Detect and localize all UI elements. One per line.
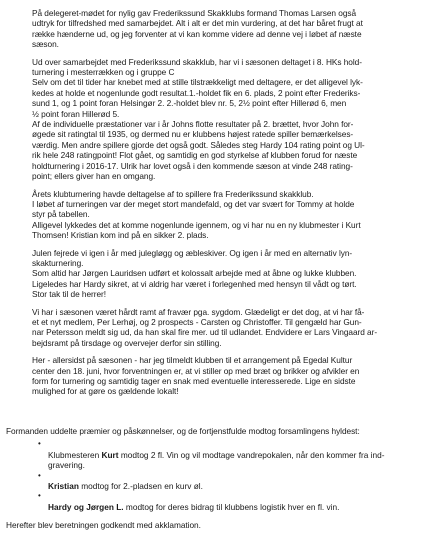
award-item-hardy-joergen xyxy=(38,491,430,512)
approval-statement: Herefter blev beretningen godkendt med akklamation. xyxy=(6,520,201,531)
report-paragraph-team-tournament: Ud over samarbejdet med Frederikssund skakklub, har vi i sæsonen deltaget i 8. HKs hold- turnering i mesterrækken og i gruppe C Selv om det til tider har knebet med at stille tilstrækkeligt med deltagere, er det alligevel lyk- kedes at holde et nogenlunde godt resultat.1.-holdet fik en 6. plads, 2 point efter Frederiks- sund 1, og 1 point foran Helsingør 2. 2.-holdet blev nr. 5, 2½ point efter Hillerød 6, men ½ point foran Hillerød 5. Af de individuelle præstationer var i år Johns flotte resultater på 2. brættet, hvor John for- øgede sit ratingtal til 1935, og dermed nu er klubbens højest ratede spiller bemærkelses- værdig. Men andre spillere gjorde det også godt. Således steg Hardy 104 rating point og Ul- rik hele 248 ratingpoint! Flot gået, og samtidig en god styrkelse af klubben forud for næste holdturnering i 2016-17. Ulrik har lovet også i den kommende sæson at vinde 248 rating- point; ellers giver han en omgang. xyxy=(32,56,365,182)
report-paragraph-event: Her - allersidst på sæsonen - har jeg tilmeldt klubben til et arrangement på Egedal Kultur center den 18. juni, hvor forventningen er, at vi stiller op med bræt og brikker og afvikler en form for turnering og samtidig tager en snak med eventuelle interesserede. Lige en sidste mulighed for at gøre os gældende lokalt! xyxy=(32,355,360,397)
award-name: Kristian xyxy=(48,481,79,492)
report-paragraph-members: Vi har i sæsonen været hårdt ramt af fravær pga. sygdom. Glædeligt er det dog, at vi har få- et et nyt medlem, Per Lerhøj, og 2 prospects - Carsten og Christoffer. Til gengæld har Gun- nar Petersson meldt sig ud, da han skal fire mer. ud til udlandet. Endvidere er Lars Vingaard ar- bejdsramt på tirsdage og overvejer derfor sin stilling. xyxy=(32,306,378,348)
award-name: Hardy og Jørgen L. xyxy=(48,501,124,512)
awards-intro: Formanden uddelte præmier og påskønnelser, og de fortjenstfulde modtog forsamlingens hyldest: xyxy=(6,426,360,436)
award-item-kurt xyxy=(38,439,430,471)
chairman-report xyxy=(32,8,424,404)
report-paragraph-club-championship: Årets klubturnering havde deltagelse af to spillere fra Frederikssund skakklub. I løbet af turneringen var der meget stort mandefald, og det var svært for Tommy at holde styr på tabellen. Alligevel lykkedes det at komme nogenlunde igennem, og vi har nu en ny klubmester i Kurt Thomsen! Kristian kom ind på en sikker 2. plads. xyxy=(32,188,361,241)
bullet-icon: • xyxy=(38,439,41,449)
bullet-icon: • xyxy=(38,491,41,501)
award-text: modtog for 2.-pladsen en kurv øl. xyxy=(78,481,203,492)
report-paragraph-cooperation: På delegeret-mødet for nylig gav Frederikssund Skakklubs formand Thomas Larsen også udtryk for tilfredshed med samarbejdet. Alt i alt er det min vurdering, at det har båret frugt at række hænderne ud, og jeg forventer at vi kan komme videre ad denne vej i løbet af næste sæson. xyxy=(32,8,363,50)
award-name: Kurt xyxy=(101,449,119,460)
award-lead: Klubmesteren xyxy=(48,449,102,460)
bullet-icon: • xyxy=(38,470,41,480)
awards-list xyxy=(6,439,430,512)
closing-section xyxy=(6,426,430,534)
award-item-kristian xyxy=(38,470,430,492)
award-text: modtog 2 fl. Vin og vil modtage vandrepokalen, når den kommer fra ind- gravering. xyxy=(48,449,385,471)
report-paragraph-christmas: Julen fejrede vi igen i år med julegløgg og æbleskiver. Og igen i år med en alternativ lyn- skakturnering. Som altid har Jørgen Lauridsen udført et kolossalt arbejde med at åbne og lukke klubben. Ligeledes har Hardy sikret, at vi aldrig har været i forlegenhed med hensyn til vådt og tørt. Stor tak til de herrer! xyxy=(32,247,357,300)
award-text: modtog for deres bidrag til klubbens logistik hver en fl. vin. xyxy=(123,501,340,512)
